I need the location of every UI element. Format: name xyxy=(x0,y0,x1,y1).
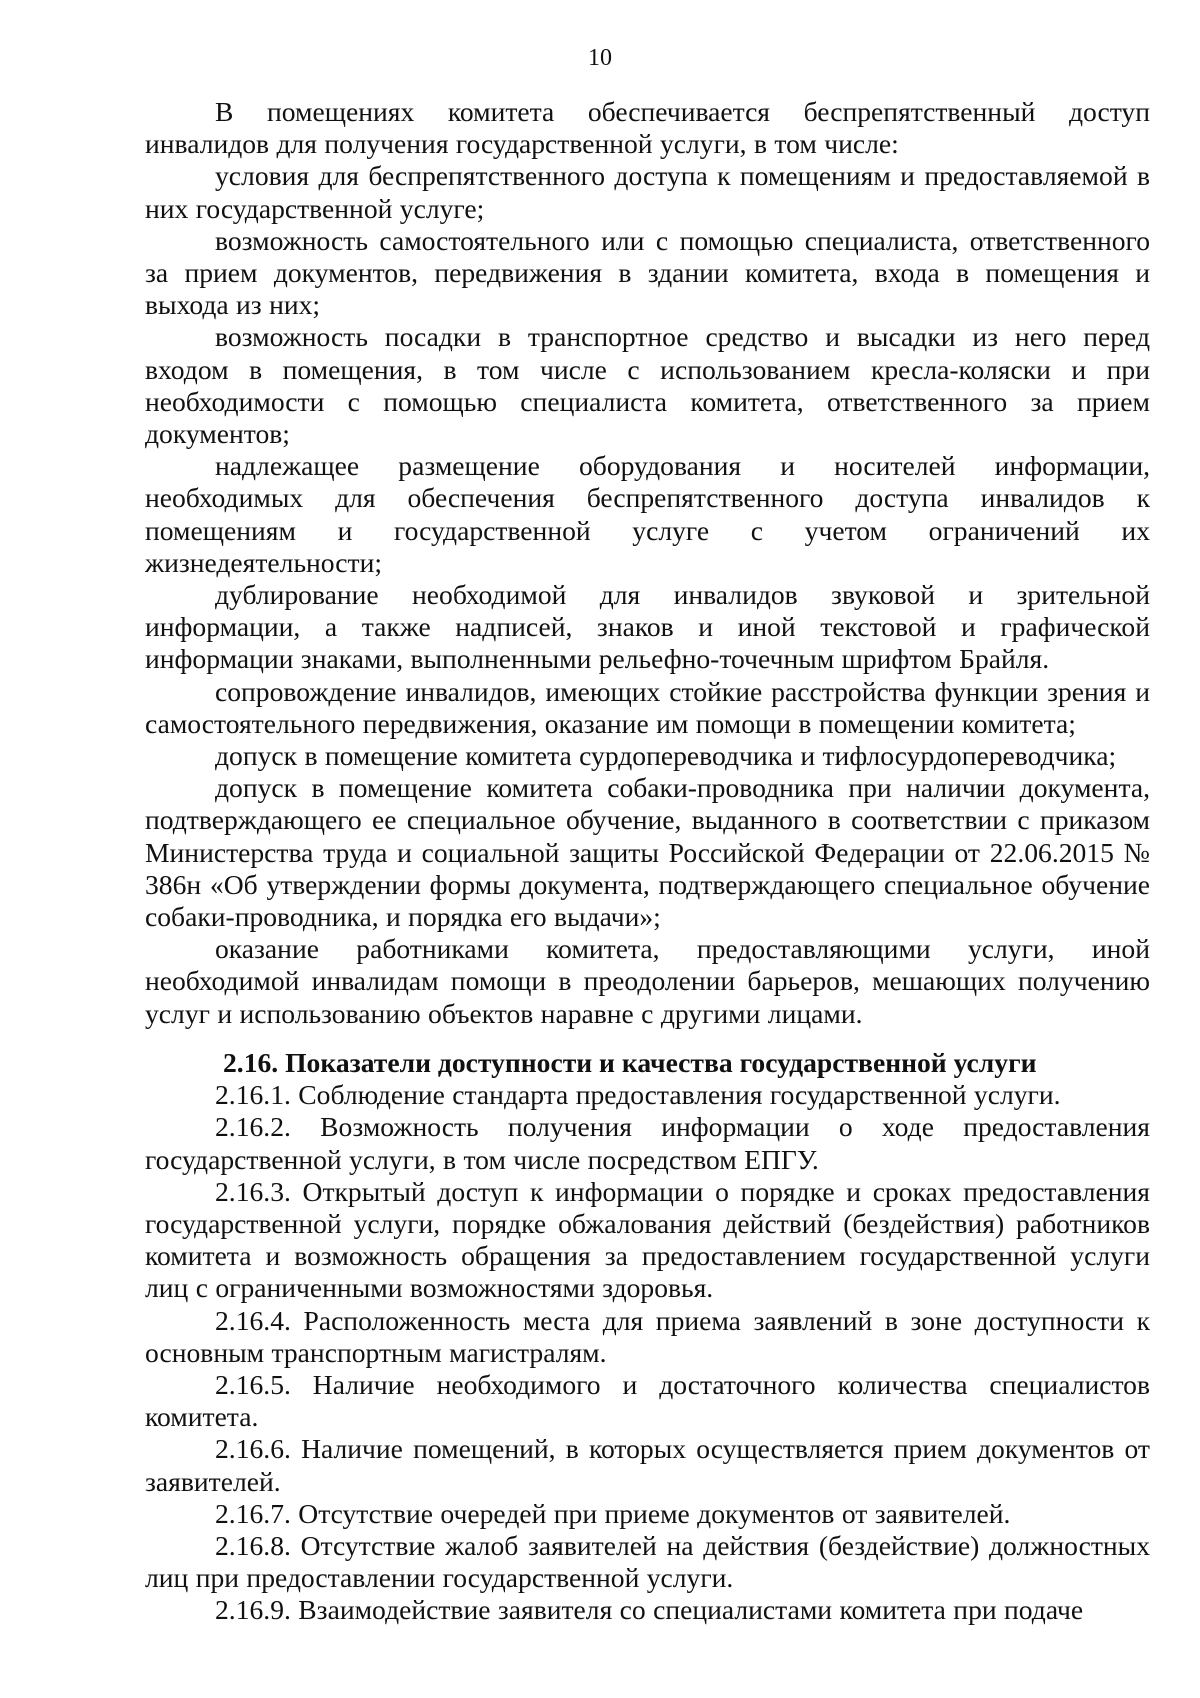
paragraph-escort: сопровождение инвалидов, имеющих стойкие расстройства функции зрения и самостоятельного передвижения, оказание им помощи в помещении комитета; xyxy=(145,675,1150,739)
paragraph-2-16-2: 2.16.2. Возможность получения информации о ходе предоставления государственной услуги, в том числе посредством ЕПГУ. xyxy=(145,1111,1150,1175)
paragraph-2-16-3: 2.16.3. Открытый доступ к информации о порядке и сроках предоставления государственной услуги, порядке обжалования действий (бездействия) работников комитета и возможность обращения за предоставлением государственной услуги лиц с ограниченными возможностями здоровья. xyxy=(145,1175,1150,1304)
paragraph-2-16-6: 2.16.6. Наличие помещений, в которых осуществляется прием документов от заявителей. xyxy=(145,1433,1150,1497)
document-body xyxy=(145,96,1150,1627)
paragraph-2-16-5: 2.16.5. Наличие необходимого и достаточного количества специалистов комитета. xyxy=(145,1368,1150,1433)
paragraph-movement: возможность самостоятельного или с помощью специалиста, ответственного за прием документов, передвижения в здании комитета, входа в помещения и выхода из них; xyxy=(145,224,1150,321)
paragraph-2-16-4: 2.16.4. Расположенность места для приема заявлений в зоне доступности к основным транспортным магистралям. xyxy=(145,1304,1150,1368)
paragraph-interpreter: допуск в помещение комитета сурдопереводчика и тифлосурдопереводчика; xyxy=(215,740,1117,772)
paragraph-assistance: оказание работниками комитета, предоставляющими услуги, иной необходимой инвалидам помощи в преодолении барьеров, мешающих получению услуг и использованию объектов наравне с другими лицами. xyxy=(145,933,1150,1029)
paragraph-transport: возможность посадки в транспортное средство и высадки из него перед входом в помещения, в том числе с использованием кресла-коляски и при необходимости с помощью специалиста комитета, ответственного за прием документов; xyxy=(145,321,1150,450)
page-number: 10 xyxy=(588,45,612,71)
section-heading: 2.16. Показатели доступности и качества государственной услуги xyxy=(223,1046,1037,1078)
paragraph-2-16-9: 2.16.9. Взаимодействие заявителя со специалистами комитета при подаче xyxy=(215,1594,1084,1626)
paragraph-2-16-8: 2.16.8. Отсутствие жалоб заявителей на действия (бездействие) должностных лиц при предоставлении государственной услуги. xyxy=(145,1529,1150,1594)
paragraph-2-16-1: 2.16.1. Соблюдение стандарта предоставления государственной услуги. xyxy=(215,1079,1061,1111)
paragraph-guide-dog: допуск в помещение комитета собаки-проводника при наличии документа, подтверждающего ее специальное обучение, выданного в соответствии с приказом Министерства труда и социальной защиты Российской Федерации от 22.06.2015 № 386н «Об утверждении формы документа, подтверждающего специальное обучение собаки-проводника, и порядка его выдачи»; xyxy=(145,772,1150,933)
paragraph-2-16-7: 2.16.7. Отсутствие очередей при приеме документов от заявителей. xyxy=(215,1497,1011,1529)
paragraph-equipment: надлежащее размещение оборудования и носителей информации, необходимых для обеспечения беспрепятственного доступа инвалидов к помещениям и государственной услуге с учетом ограничений их жизнедеятельности; xyxy=(145,450,1150,578)
paragraph-braille: дублирование необходимой для инвалидов звуковой и зрительной информации, а также надписей, знаков и иной текстовой и графической информации знаками, выполненными рельефно-точечным шрифтом Брайля. xyxy=(145,579,1150,675)
paragraph-conditions: условия для беспрепятственного доступа к помещениям и предоставляемой в них государственной услуге; xyxy=(145,160,1150,224)
paragraph-access-intro: В помещениях комитета обеспечивается беспрепятственный доступ инвалидов для получения государственной услуги, в том числе: xyxy=(145,96,1150,160)
